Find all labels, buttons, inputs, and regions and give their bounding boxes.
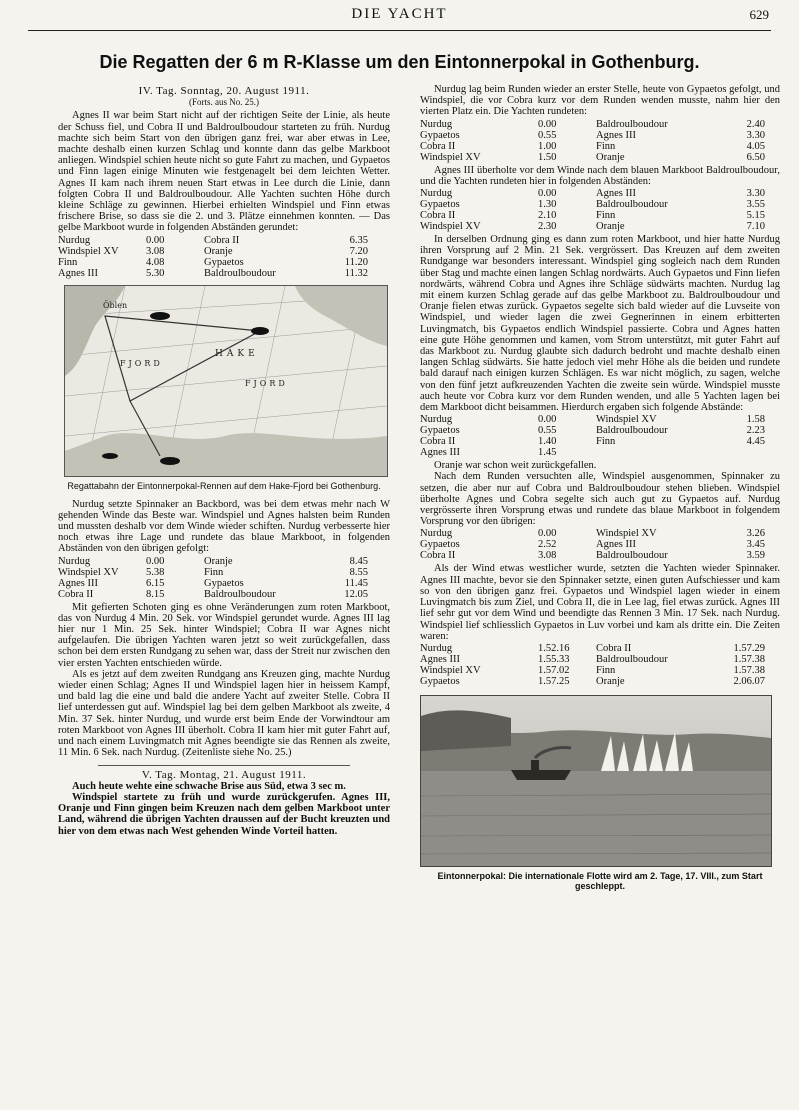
yacht-name-cell: Windspiel XV — [420, 221, 481, 233]
time-cell: 0.00 — [538, 528, 557, 540]
time-cell: 0.55 — [538, 129, 557, 141]
table-row — [420, 436, 765, 447]
yacht-name-cell: Agnes III — [596, 129, 636, 141]
yacht-name-cell: Gypaetos — [204, 256, 244, 268]
time-cell: 2.40 — [746, 118, 765, 130]
fleet-photo-image — [421, 696, 771, 866]
yacht-name-cell: Agnes III — [58, 577, 98, 589]
running-title: DIE YACHT — [351, 6, 448, 22]
yacht-name-cell: Agnes III — [58, 267, 98, 279]
yacht-name-cell: Nurdug — [58, 234, 91, 246]
table-row — [420, 119, 765, 130]
table-row — [420, 665, 765, 676]
table-row — [420, 643, 765, 654]
section-divider — [98, 765, 350, 766]
paragraph: Als es jetzt auf dem zweiten Rundgang ans Kreuzen ging, machte Nurdug wieder einen Schlag; Agnes II und Windspiel lagen hier in heissem Kampf, und bald lag die eine und bald die andere Yacht auf zweiter Stelle. Cobra II lief unterdessen gut auf. Windspiel lag bei dem gelben Markboot als zweite, 4 Min. 37 Sek. hinter Nurdug, und wurde erst beim Ende der Vorwindtour am roten Markboot von Agnes III überholt. Cobra II kam hier mit guter Fahrt auf, und nach einem Luvingmatch mit Agnes beendigte sie das Rennen als zweite, 11 Min. 6 Sek. nach Nurdug. (Zeitenliste siehe No. 25.) — [58, 668, 390, 759]
table-row — [420, 550, 765, 561]
yacht-name-cell: Oranje — [204, 245, 233, 257]
time-cell: 11.32 — [344, 267, 368, 279]
table-row — [58, 556, 368, 567]
results-table — [420, 414, 765, 458]
table-row — [420, 528, 765, 539]
time-cell: 5.15 — [746, 210, 765, 222]
yacht-name-cell: Cobra II — [58, 588, 94, 600]
right-column — [420, 84, 780, 891]
time-cell: 1.52.16 — [538, 642, 570, 654]
time-cell: 0.55 — [538, 425, 557, 437]
header-rule — [28, 30, 771, 31]
time-cell: 3.08 — [146, 245, 165, 257]
course-map — [65, 286, 387, 476]
table-row — [58, 246, 368, 257]
time-cell: 1.57.02 — [538, 664, 570, 676]
day4-heading: IV. Tag. Sonntag, 20. August 1911. — [138, 85, 310, 97]
yacht-name-cell: Nurdug — [420, 414, 453, 426]
table-row — [58, 268, 368, 279]
time-cell: 0.00 — [538, 118, 557, 130]
fleet-photo — [420, 695, 772, 867]
yacht-name-cell: Baldroulboudour — [596, 199, 668, 211]
map-label: HAKE — [215, 348, 259, 359]
yacht-name-cell: Nurdug — [420, 118, 453, 130]
yacht-name-cell: Gypaetos — [420, 199, 460, 211]
time-cell: 11.20 — [344, 256, 368, 268]
time-cell: 1.50 — [538, 151, 557, 163]
results-table — [420, 188, 765, 232]
paragraph: Auch heute wehte eine schwache Brise aus Süd, etwa 3 sec m. — [72, 780, 346, 792]
table-row — [58, 567, 368, 578]
table-row — [58, 235, 368, 246]
paragraph: Nurdug lag beim Runden wieder an erster Stelle, heute von Gypaetos gefolgt, und Windspiel, die vor Cobra kurz vor dem Runden wenden musste, nahm hier den vierten Platz ein. Die Yachten rundeten: — [420, 84, 780, 118]
time-cell: 8.15 — [146, 588, 165, 600]
results-table — [420, 119, 765, 163]
table-row — [420, 425, 765, 436]
time-cell — [721, 447, 765, 458]
time-cell: 7.20 — [349, 245, 368, 257]
yacht-name-cell: Cobra II — [420, 140, 456, 152]
table-row — [420, 199, 765, 210]
yacht-name-cell: Agnes III — [420, 653, 460, 665]
yacht-name-cell: Oranje — [596, 221, 625, 233]
time-cell: 2.23 — [746, 425, 765, 437]
time-cell: 11.45 — [344, 577, 368, 589]
yacht-name-cell: Nurdug — [420, 642, 453, 654]
time-cell: 3.59 — [746, 550, 765, 562]
paragraph: In derselben Ordnung ging es dann zum roten Markboot, und hier hatte Nurdug ihren Vorsprung auf 2 Min. 21 Sek. vergrössert. Das Kreuzen auf dem zweiten Rundgange war besonders interessant. Windspiel ging sogleich nach dem Runden über Stag und machte einen langen Schlag nordwärts. Auch Gypaetos und Finn liefen nordwärts, während Cobra und Agnes ihre Schläge südwärts machten. Nurdug lag mit einem kurzen Schlag gerade auf das gelbe Markboot zu. Baldroulboudour und Oranje fielen etwas zurück. Gypaetos segelte sich bald wieder auf die Luvseite von Windspiel, und wieder lagen die zwei Gegnerinnen in einem erbitterten Luvingmatch, bis Gypaetos endlich Windspiel passierte. Cobra und Agnes hatten eine gute Höhe genommen und kamen, vom Strom unterstützt, mit guter Fahrt auf das Markboot zu. Nurdug glaubte sich dadurch bedroht und machte deshalb einen langen Schlag südwärts. Sie hatte jedoch viel mehr Höhe als die beiden und rundete bald darauf nach einigen kurzen Schlägen. Es war nicht möglich, zu sagen, welche von den fünf jetzt aufkreuzenden Yachten die zweite sein würde. Windspiel musste auch heute vor Cobra kurz vor dem Runden wenden, und alle 5 Yachten lagen bei dem Markboot dicht beisammen. Hierdurch ergaben sich folgende Abstände: — [420, 234, 780, 414]
table-row — [420, 141, 765, 152]
yacht-name-cell: Windspiel XV — [58, 245, 119, 257]
yacht-name-cell: Windspiel XV — [596, 528, 657, 540]
time-cell: 4.05 — [746, 140, 765, 152]
day5-heading: V. Tag. Montag, 21. August 1911. — [141, 768, 307, 781]
yacht-name-cell: Gypaetos — [420, 539, 460, 551]
yacht-name-cell: Cobra II — [420, 550, 456, 562]
map-label: FJORD — [245, 378, 288, 388]
time-cell: 4.45 — [746, 436, 765, 448]
yacht-name-cell: Windspiel XV — [420, 151, 481, 163]
time-cell: 1.40 — [538, 436, 557, 448]
time-cell: 4.08 — [146, 256, 165, 268]
yacht-name-cell: Windspiel XV — [420, 664, 481, 676]
time-cell: 6.50 — [746, 151, 765, 163]
yacht-name-cell: Oranje — [204, 555, 233, 567]
time-cell: 0.00 — [538, 188, 557, 200]
time-cell: 1.57.38 — [733, 664, 765, 676]
time-cell: 1.57.29 — [733, 642, 765, 654]
table-row — [420, 130, 765, 141]
table-row — [420, 152, 765, 163]
time-cell: 8.55 — [349, 566, 368, 578]
paragraph: Agnes II war beim Start nicht auf der richtigen Seite der Linie, als heute der Schuss fiel, und Cobra II und Baldroulboudour starteten zu früh. Nurdug machte sich beim Start von den übrigen ganz frei, war aber etwas in Lee, machte deshalb einen kurzen Schlag und konnte dann das gelbe Markboot anliegen. Windspiel schien heute nicht so gute Fahrt zu machen, und Gypaetos und Finn lagen einige Minuten wie festgenagelt bei dem leichten Wetter. Agnes II kam nach ihrem neuen Start etwas in Lee durch die Linie, dann folgten Cobra II und Baldroulboudour. Alle Yachten suchten Höhe durch kleine Schläge zu gewinnen. Hierbei erhielten Windspiel und Finn etwas frischere Brise, so dass sie die 2. und 3. Plätze einnehmen konnten. — Das gelbe Markboot wurde in folgenden Abständen gerundet: — [58, 110, 390, 234]
yacht-name-cell: Windspiel XV — [596, 414, 657, 426]
map-caption: Regattabahn der Eintonnerpokal-Rennen auf dem Hake-Fjord bei Gothenburg. — [67, 480, 381, 491]
table-row — [420, 210, 765, 221]
yacht-name-cell: Nurdug — [58, 555, 91, 567]
yacht-name-cell: Cobra II — [420, 436, 456, 448]
yacht-name-cell: Finn — [58, 256, 78, 268]
yacht-name-cell: Agnes III — [420, 447, 460, 459]
course-map-figure — [64, 285, 388, 477]
yacht-name-cell: Gypaetos — [204, 577, 244, 589]
yacht-name-cell: Baldroulboudour — [204, 267, 276, 279]
yacht-name-cell: Finn — [596, 210, 616, 222]
time-cell: 1.45 — [538, 447, 557, 459]
yacht-name-cell: Baldroulboudour — [596, 425, 668, 437]
time-cell: 3.45 — [746, 539, 765, 551]
yacht-name-cell: Cobra II — [420, 210, 456, 222]
time-cell: 3.55 — [746, 199, 765, 211]
time-cell: 1.57.25 — [538, 675, 570, 687]
results-table — [58, 235, 368, 279]
yacht-name-cell: Nurdug — [420, 528, 453, 540]
map-label: FJORD — [120, 358, 163, 368]
time-cell: 0.00 — [538, 414, 557, 426]
paragraph: Mit gefierten Schoten ging es ohne Veränderungen zum roten Markboot, das von Nurdug 4 Min. 20 Sek. vor Windspiel gerundet wurde. Agnes III lag hier nur 1 Min. 25 Sek. hinter Windspiel; Cobra II war Agnes nicht aufgelaufen. Die übrigen Yachten waren jetzt so weit zurückgefallen, dass schon bei dem ersten Rundgang zu sehen war, dass der Streit nur zwischen den vier ersten Yachten entschieden würde. — [58, 601, 390, 669]
paragraph: Agnes III überholte vor dem Winde nach dem blauen Markboot Baldroulboudour, und die Yachten rundeten hier in folgenden Abständen: — [420, 164, 780, 187]
photo-caption: Eintonnerpokal: Die internationale Flotte wird am 2. Tage, 17. VIII., zum Start geschleppt. — [437, 870, 763, 891]
yacht-name-cell: Oranje — [596, 675, 625, 687]
paragraph: Nach dem Runden versuchten alle, Windspiel ausgenommen, Spinnaker zu setzen, die aber nur auf Cobra und Baldroulboudour stehen blieben. Windspiel überholte Agnes und Cobra segelte sich auch gut zu Gypaetos auf. Nurdug vergrösserte ihren Vorsprung etwas und rundete das blaue Markboot in folgendem Vorsprung vor den übrigen: — [420, 471, 780, 528]
table-row — [420, 676, 765, 687]
time-cell: 3.30 — [746, 129, 765, 141]
time-cell: 1.00 — [538, 140, 557, 152]
time-cell: 2.10 — [538, 210, 557, 222]
results-table — [58, 556, 368, 600]
yacht-name-cell: Baldroulboudour — [596, 550, 668, 562]
time-cell: 8.45 — [349, 555, 368, 567]
page-number: 629 — [749, 7, 769, 22]
table-row — [58, 578, 368, 589]
yacht-name-cell: Nurdug — [420, 188, 453, 200]
map-label: Öblen — [103, 300, 128, 310]
yacht-name-cell: Windspiel XV — [58, 566, 119, 578]
yacht-name-cell: Oranje — [596, 151, 625, 163]
table-row — [420, 414, 765, 425]
time-cell: 2.52 — [538, 539, 557, 551]
time-cell: 1.58 — [746, 414, 765, 426]
left-column — [58, 84, 390, 837]
time-cell: 3.30 — [746, 188, 765, 200]
day4-subheading: (Forts. aus No. 25.) — [189, 97, 259, 108]
time-cell: 2.06.07 — [733, 675, 765, 687]
table-row — [58, 257, 368, 268]
yacht-name-cell: Finn — [596, 436, 616, 448]
running-header — [0, 6, 799, 28]
yacht-name-cell: Finn — [596, 140, 616, 152]
time-cell: 2.30 — [538, 221, 557, 233]
time-cell: 5.30 — [146, 267, 165, 279]
yacht-name-cell: Cobra II — [596, 642, 632, 654]
yacht-name-cell: Baldroulboudour — [596, 118, 668, 130]
paragraph: Als der Wind etwas westlicher wurde, setzten die Yachten wieder Spinnaker. Agnes III machte, bevor sie den Spinnaker setzte, einen guten Aufschiesser und kam so von den übrigen ganz frei. Gypaetos und Windspiel lagen wieder in einem Luvingmatch bis zum Ziel, und Cobra II, die in Lee lag, fiel etwas zurück. Agnes III lief sehr gut vor dem Wind und beendigte das Rennen 3 Min. 17 Sek. nach Nurdug. Windspiel lief schliesslich Gypaetos in Luv vorbei und kam als dritte ein. Die Zeiten waren: — [420, 563, 780, 642]
yacht-name-cell: Baldroulboudour — [204, 588, 276, 600]
yacht-name-cell: Gypaetos — [420, 425, 460, 437]
time-cell: 5.38 — [146, 566, 165, 578]
table-row — [420, 539, 765, 550]
results-table — [420, 643, 765, 687]
time-cell: 3.08 — [538, 550, 557, 562]
time-cell: 0.00 — [146, 555, 165, 567]
time-cell: 6.35 — [349, 234, 368, 246]
time-cell: 0.00 — [146, 234, 165, 246]
time-cell: 1.30 — [538, 199, 557, 211]
table-row — [420, 447, 765, 458]
yacht-name-cell: Agnes III — [596, 188, 636, 200]
yacht-name-cell: Baldroulboudour — [596, 653, 668, 665]
table-row — [420, 188, 765, 199]
yacht-name-cell: Finn — [596, 664, 616, 676]
time-cell: 1.55.33 — [538, 653, 570, 665]
paragraph: Windspiel startete zu früh und wurde zurückgerufen. Agnes III, Oranje und Finn gingen beim Kreuzen nach dem gelben Markboot unter Land, während die übrigen Yachten draussen auf der Bucht kreuzten und hier von dem etwas nach West gehenden Winde Vorteil hatten. — [58, 791, 390, 837]
time-cell: 12.05 — [344, 588, 368, 600]
table-row — [420, 221, 765, 232]
yacht-name-cell — [596, 447, 721, 458]
time-cell: 6.15 — [146, 577, 165, 589]
time-cell: 1.57.38 — [733, 653, 765, 665]
table-row — [420, 654, 765, 665]
time-cell: 7.10 — [746, 221, 765, 233]
yacht-name-cell: Cobra II — [204, 234, 240, 246]
table-row — [58, 589, 368, 600]
results-table — [420, 528, 765, 561]
paragraph: Oranje war schon weit zurückgefallen. — [434, 460, 597, 472]
yacht-name-cell: Finn — [204, 566, 224, 578]
yacht-name-cell: Agnes III — [596, 539, 636, 551]
paragraph: Nurdug setzte Spinnaker an Backbord, was bei dem etwas mehr nach W gehenden Winde das Beste war. Windspiel und Agnes halsten beim Runden und mussten deshalb vor dem Winde wieder schiften. Nurdug verbesserte hier noch etwas ihre Lage und rundete das blaue Markboot, in folgenden Abständen von den übrigen gefolgt: — [58, 498, 390, 555]
time-cell: 3.26 — [746, 528, 765, 540]
yacht-name-cell: Gypaetos — [420, 675, 460, 687]
yacht-name-cell: Gypaetos — [420, 129, 460, 141]
article-title: Die Regatten der 6 m R-Klasse um den Eintonnerpokal in Gothenburg. — [99, 52, 700, 72]
